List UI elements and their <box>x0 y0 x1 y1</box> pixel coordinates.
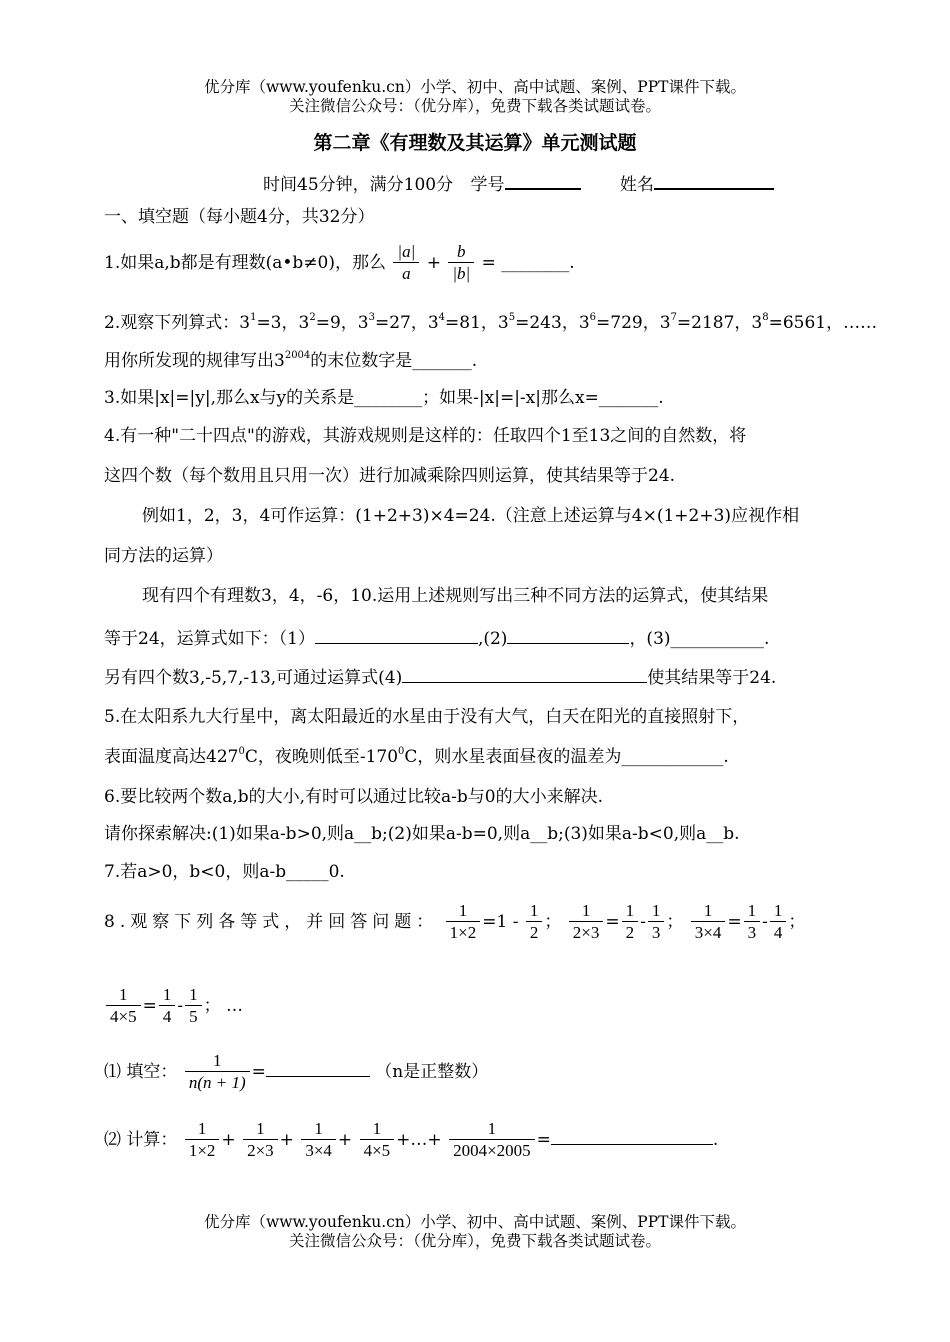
fraction-1-over-4x5: $\frac{1}{4\times 5}$ <box>106 985 141 1028</box>
student-name-field[interactable] <box>654 171 774 190</box>
question-7: 7.若a>0，b<0，则a-b_____0. <box>104 862 345 882</box>
question-4-line-7: 另有四个数3,-5,7,-13,可通过运算式(4) 使其结果等于24. <box>104 665 776 690</box>
question-5-line-2: 表面温度高达$427^0C$，夜晚则低至$-170^0C$，则水星表面昼夜的温差为____________. <box>104 746 729 767</box>
question-4-line-1: 4.有一种"二十四点"的游戏，其游戏规则是这样的：任取四个1至13之间的自然数，将 <box>104 426 747 446</box>
question-4-line-6: 等于24，运算式如下：（1） ,(2) ，(3)___________. <box>104 626 769 651</box>
question-8-line-1: 8.观察下列各等式，并回答问题： $\frac{1}{1\times 2}$ =1 - $\frac{1}{2}$ ； $\frac{1}{2\times 3}$ = $\frac{1}{2}$ - $\frac{1}{3}$ ； $\frac{1}{3\times 4}$ = $\frac{1}{3}$ - $\frac{1}{4}$ ； <box>104 901 806 942</box>
page-title: 第二章《有理数及其运算》单元测试题 <box>313 132 637 154</box>
header-line-1: 优分库（www.youfenku.cn）小学、初中、高中试题、案例、PPT课件下载。 <box>203 78 747 96</box>
question-6-line-1: 6.要比较两个数a,b的大小,有时可以通过比较a-b与0的大小来解决. <box>104 787 604 807</box>
fraction-1-over-1x2: $\frac{1}{1\times 2}$ <box>446 901 481 944</box>
header-line-2: 关注微信公众号：（优分库），免费下载各类试题试卷。 <box>288 97 661 115</box>
question-3: 3.如果|x|=|y|,那么x与y的关系是________；如果-|x|=|-x|那么x=_______. <box>104 388 664 408</box>
fraction-1-over-3x4: $\frac{1}{3\times 4}$ <box>691 901 726 944</box>
question-2-line-1: 2.观察下列算式：$3^1=3$，$3^2=9$，$3^3=27$，$3^4=81$，$3^5=243$，$3^6=729$，$3^7=2187$，$3^8=6561$，…… <box>104 312 878 333</box>
answer-blank-4-2[interactable] <box>507 626 629 644</box>
footer-line-1: 优分库（www.youfenku.cn）小学、初中、高中试题、案例、PPT课件下载。 <box>203 1213 747 1231</box>
answer-blank-1[interactable]: ________. <box>501 253 575 273</box>
student-id-label: 学号 <box>470 175 505 195</box>
question-1: 1.如果a,b都是有理数(a•b≠0)，那么 $\frac{|a|}{a}$ + $\frac{b}{|b|}$ = ________. <box>104 242 575 283</box>
answer-blank-4-4[interactable] <box>402 665 647 683</box>
question-4-line-2: 这四个数（每个数用且只用一次）进行加减乘除四则运算，使其结果等于24. <box>104 466 676 486</box>
question-8-part-1: ⑴ 填空： $\frac{1}{n(n + 1)}$ = （n是正整数） <box>104 1051 489 1092</box>
footer-line-2: 关注微信公众号：（优分库），免费下载各类试题试卷。 <box>288 1232 661 1250</box>
fraction-b-over-abs-b: $\frac{b}{|b|}$ <box>448 242 474 285</box>
question-5-line-1: 5.在太阳系九大行星中，离太阳最近的水星由于没有大气，白天在阳光的直接照射下， <box>104 707 750 727</box>
question-8-line-2: $\frac{1}{4\times 5}$ = $\frac{1}{4}$ - $\frac{1}{5}$ ； … <box>104 982 243 1030</box>
fraction-1-over-2x3: $\frac{1}{2\times 3}$ <box>569 901 604 944</box>
exam-time: 时间45分钟，满分100分 <box>263 175 454 195</box>
fraction-1-over-n-n-plus-1: $\frac{1}{n(n + 1)}$ <box>185 1051 250 1094</box>
question-4-line-5: 现有四个有理数3，4，-6，10.运用上述规则写出三种不同方法的运算式，使其结果 <box>142 586 769 606</box>
answer-blank-4-1[interactable] <box>315 626 478 644</box>
student-name-label: 姓名 <box>619 175 654 195</box>
question-4-line-4: 同方法的运算） <box>104 546 223 566</box>
question-4-line-3: 例如1，2，3，4可作运算：(1+2+3)×4=24.（注意上述运算与4×(1+2+3)应视作相 <box>142 506 800 526</box>
question-2-line-2: 用你所发现的规律写出$3^{2004}$的末位数字是_______. <box>104 350 478 371</box>
subtitle <box>263 170 774 195</box>
section-heading: 一、填空题（每小题4分，共32分） <box>104 207 375 227</box>
question-8-part-2: ⑵ 计算： $\frac{1}{1\times 2}$ + $\frac{1}{2\times 3}$ + $\frac{1}{3\times 4}$ + $\frac{1}{4\times 5}$ +…+ $\frac{1}{2004\times 2005}$ = . <box>104 1119 719 1160</box>
answer-blank-8-1[interactable] <box>266 1059 370 1077</box>
question-6-line-2: 请你探索解决:(1)如果a-b>0,则a__b;(2)如果a-b=0,则a__b;(3)如果a-b<0,则a__b. <box>104 824 740 844</box>
student-id-field[interactable] <box>505 171 581 190</box>
answer-blank-8-2[interactable] <box>551 1127 713 1145</box>
answer-blank-4-3[interactable]: ___________. <box>670 629 770 649</box>
fraction-1-over-2004x2005: $\frac{1}{2004\times 2005}$ <box>449 1119 535 1162</box>
fraction-abs-a-over-a: $\frac{|a|}{a}$ <box>393 242 419 285</box>
